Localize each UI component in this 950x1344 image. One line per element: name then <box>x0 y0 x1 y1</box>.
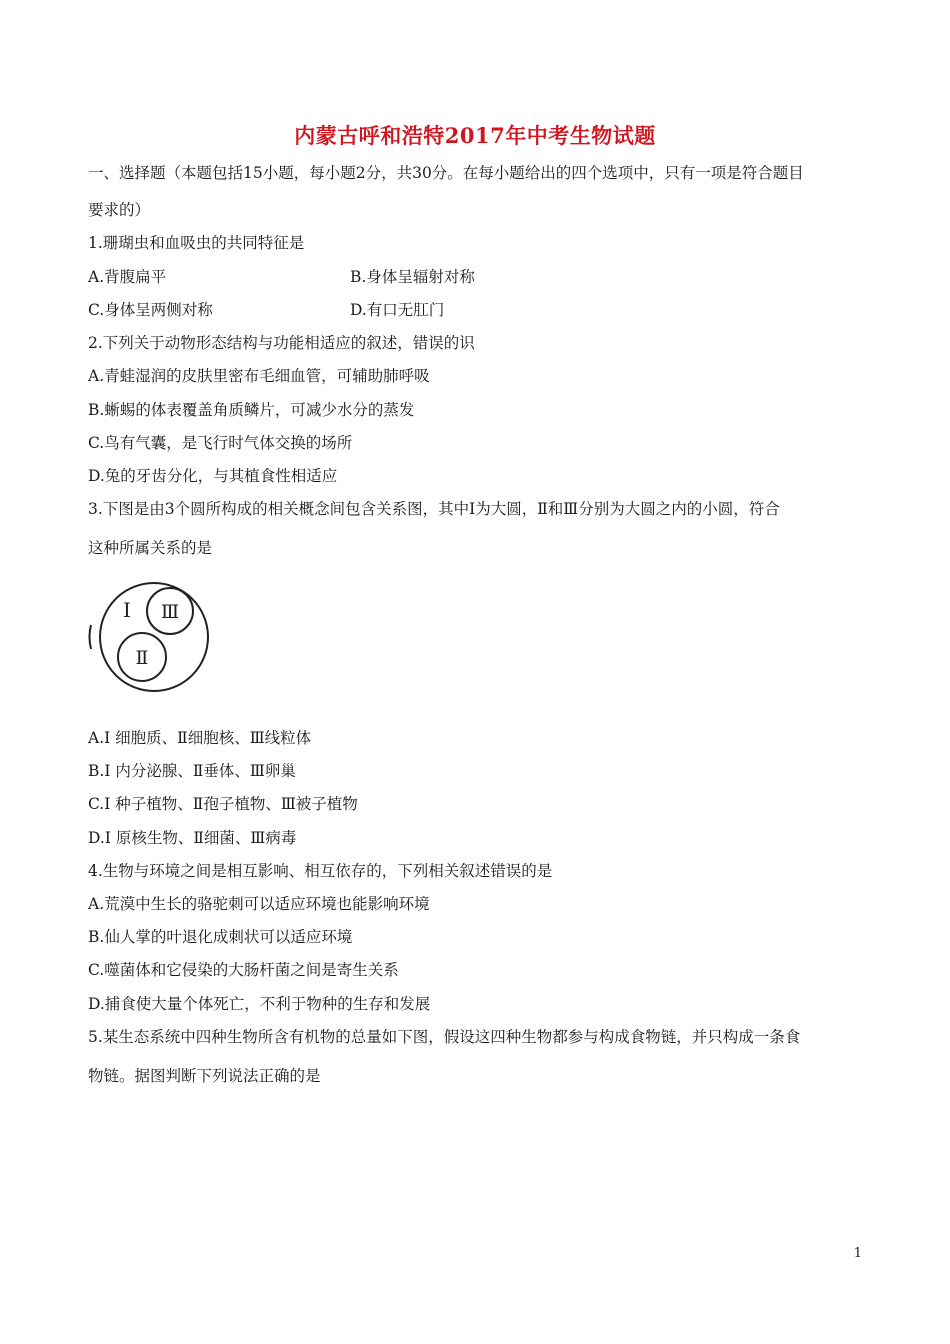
q4-stem: 4.生物与环境之间是相互影响、相互依存的，下列相关叙述错误的是 <box>88 862 553 880</box>
q2-option-b: B.蜥蜴的体表覆盖角质鳞片，可减少水分的蒸发 <box>88 401 415 419</box>
q1-option-a: A.背腹扁平 <box>88 268 167 286</box>
q4-option-a: A.荒漠中生长的骆驼刺可以适应环境也能影响环境 <box>88 895 430 913</box>
label-iii: Ⅲ <box>160 601 180 623</box>
q5-stem-line1: 5.某生态系统中四种生物所含有机物的总量如下图，假设这四种生物都参与构成食物链，并只构成一条食 <box>88 1028 801 1046</box>
q1-options-row1 <box>88 267 475 287</box>
q2-stem: 2.下列关于动物形态结构与功能相适应的叙述，错误的识 <box>88 334 475 352</box>
q4-option-d: D.捕食使大量个体死亡，不利于物种的生存和发展 <box>88 995 431 1013</box>
q4-option-c: C.噬菌体和它侵染的大肠杆菌之间是寄生关系 <box>88 961 399 979</box>
q1-options-row2 <box>88 300 445 320</box>
q3-option-c: C.Ⅰ 种子植物、Ⅱ孢子植物、Ⅲ被子植物 <box>88 795 358 813</box>
circle-edge-mark <box>90 625 92 649</box>
section-header-line1: 一、选择题（本题包括15小题，每小题2分，共30分。在每小题给出的四个选项中，只有一项是符合题目 <box>88 164 804 182</box>
q3-stem-line2: 这种所属关系的是 <box>88 539 213 557</box>
q1-stem: 1.珊瑚虫和血吸虫的共同特征是 <box>88 234 305 252</box>
document-title: 内蒙古呼和浩特2017年中考生物试题 <box>294 123 656 148</box>
q4-option-b: B.仙人掌的叶退化成刺状可以适应环境 <box>88 928 353 946</box>
q3-option-b: B.Ⅰ 内分泌腺、Ⅱ垂体、Ⅲ卵巢 <box>88 762 296 780</box>
section-header-line2: 要求的） <box>88 201 151 219</box>
label-big: Ⅰ <box>123 598 131 622</box>
q3-stem-line1: 3.下图是由3个圆所构成的相关概念间包含关系图，其中Ⅰ为大圆，Ⅱ和Ⅲ分别为大圆之内的小圆，符合 <box>88 500 780 518</box>
label-ii: Ⅱ <box>135 647 149 669</box>
page-number: 1 <box>853 1246 862 1261</box>
q1-option-d: D.有口无肛门 <box>350 301 445 319</box>
concept-circle-diagram <box>86 579 222 701</box>
q2-option-c: C.鸟有气囊，是飞行时气体交换的场所 <box>88 434 353 452</box>
q1-option-c: C.身体呈两侧对称 <box>88 301 213 319</box>
q3-option-a: A.Ⅰ 细胞质、Ⅱ细胞核、Ⅲ线粒体 <box>88 729 312 747</box>
q5-stem-line2: 物链。据图判断下列说法正确的是 <box>88 1067 321 1085</box>
q3-option-d: D.Ⅰ 原核生物、Ⅱ细菌、Ⅲ病毒 <box>88 829 297 847</box>
q2-option-a: A.青蛙湿润的皮肤里密布毛细血管，可辅助肺呼吸 <box>88 367 430 385</box>
q1-option-b: B.身体呈辐射对称 <box>350 268 475 286</box>
q2-option-d: D.兔的牙齿分化，与其植食性相适应 <box>88 467 338 485</box>
